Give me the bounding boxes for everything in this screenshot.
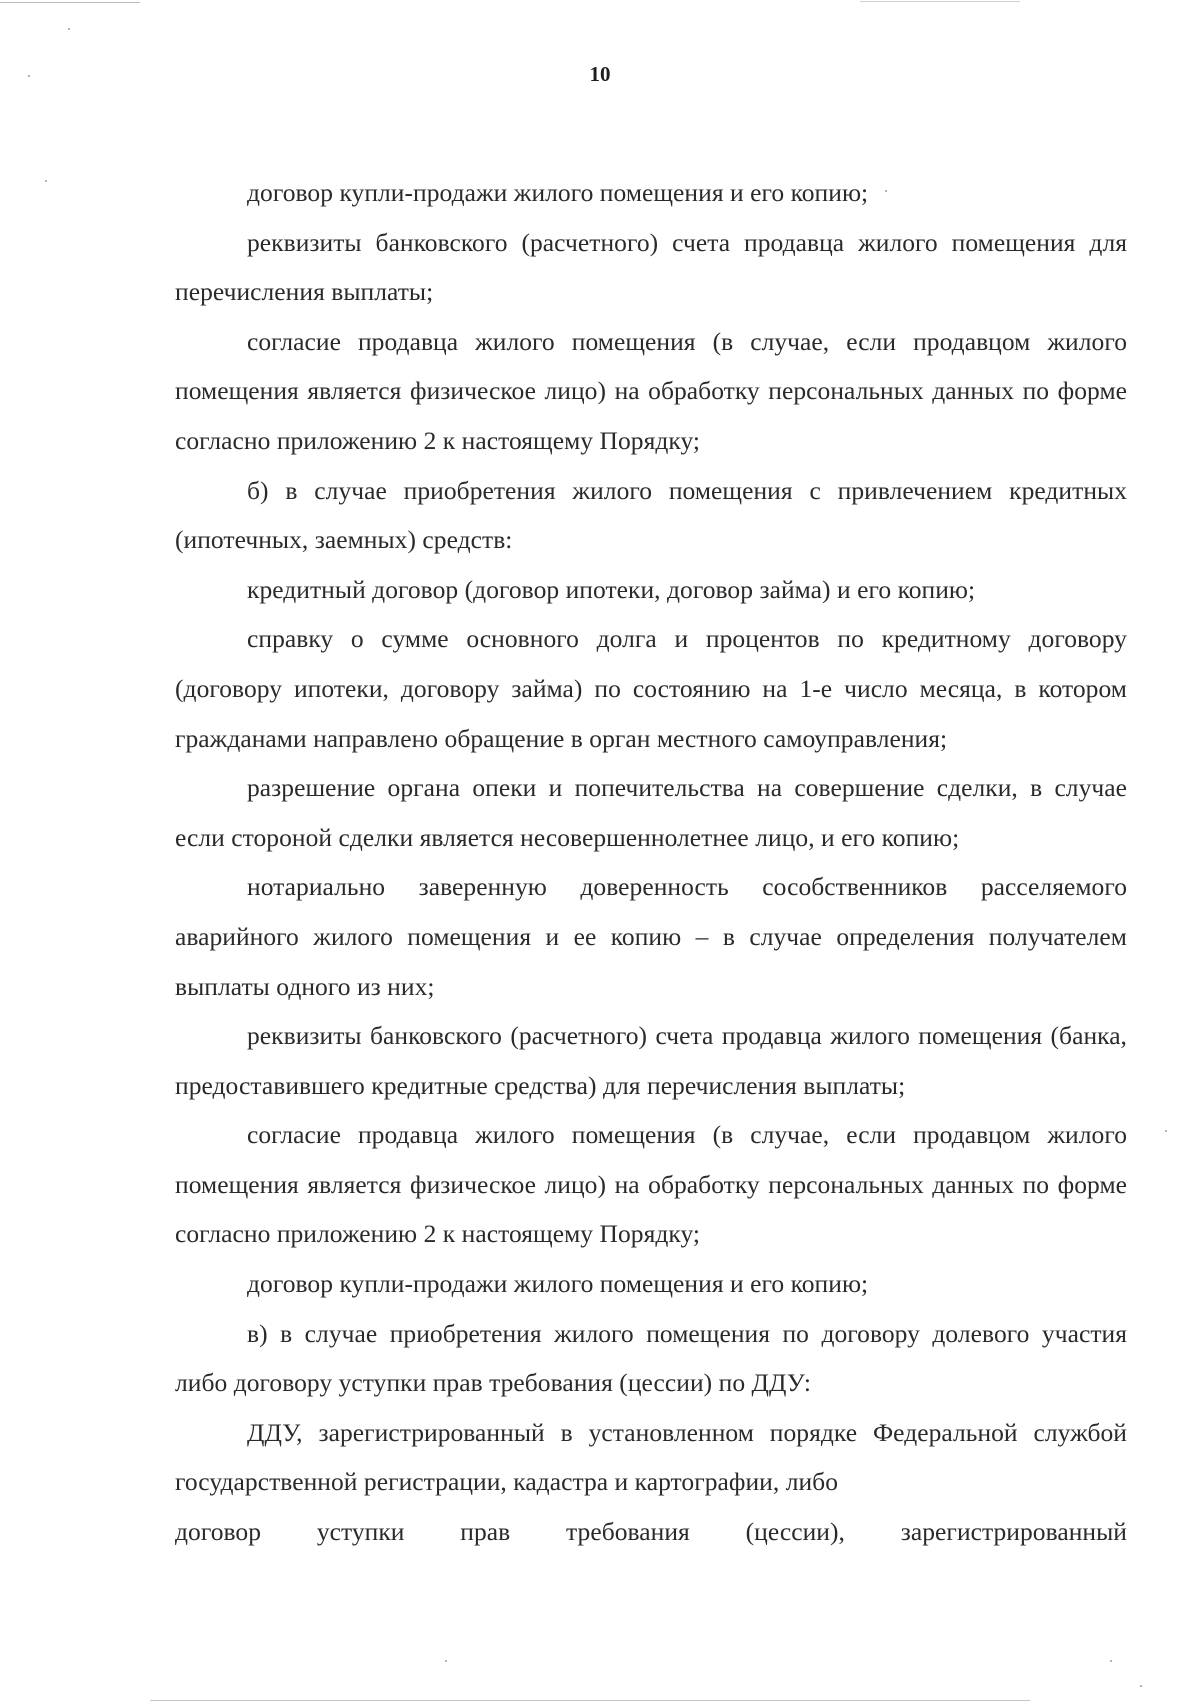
scan-artifact-top [0, 2, 140, 3]
scan-speck [1140, 1685, 1142, 1687]
page-number: 10 [589, 62, 611, 86]
scan-artifact-bottom [150, 1700, 1030, 1701]
paragraph-continued: договор уступки прав требования (цессии), зарегистрированный [175, 1517, 1127, 1547]
paragraph: договор купли-продажи жилого помещения и его копию; [247, 178, 869, 207]
scan-speck [1165, 1130, 1167, 1132]
paragraph: реквизиты банковского (расчетного) счета продавца жилого помещения (банка, предоставившего кредитные средства) для перечисления выплаты; [175, 1021, 1127, 1100]
scan-speck [68, 28, 70, 30]
paragraph: в) в случае приобретения жилого помещения по договору долевого участия либо договору уступки прав требования (цессии) по ДДУ: [175, 1318, 1127, 1398]
scan-speck [1110, 1660, 1112, 1662]
paragraph: согласие продавца жилого помещения (в случае, если продавцом жилого помещения является физическое лицо) на обработку персональных данных по форме согласно приложению 2 к настоящему Порядку; [175, 326, 1127, 455]
paragraph: нотариально заверенную доверенность сособственников расселяемого аварийного жилого помещения и ее копию – в случае определения получателем выплаты одного из них; [175, 872, 1127, 1001]
paragraph: реквизиты банковского (расчетного) счета продавца жилого помещения для перечисления выплаты; [175, 227, 1127, 307]
paragraph: ДДУ, зарегистрированный в установленном порядке Федеральной службой государственной регистрации, кадастра и картографии, либо [175, 1417, 1127, 1497]
paragraph: разрешение органа опеки и попечительства на совершение сделки, в случае если стороной сделки является несовершеннолетнее лицо, и его копию; [175, 773, 1127, 852]
paragraph: справку о сумме основного долга и процентов по кредитному договору (договору ипотеки, договору займа) по состоянию на 1-е число месяца, в котором гражданами направлено обращение в орган местного самоуправления; [175, 624, 1127, 753]
paragraph: кредитный договор (договор ипотеки, договор займа) и его копию; [247, 574, 976, 604]
scan-speck [45, 180, 47, 182]
paragraph: договор купли-продажи жилого помещения и его копию; [247, 1269, 869, 1299]
paragraph: согласие продавца жилого помещения (в случае, если продавцом жилого помещения является физическое лицо) на обработку персональных данных по форме согласно приложению 2 к настоящему Порядку; [175, 1120, 1127, 1249]
scan-speck [445, 1660, 447, 1662]
paragraph: б) в случае приобретения жилого помещения с привлечением кредитных (ипотечных, заемных) средств: [175, 475, 1127, 555]
scan-artifact-top-right [860, 1, 1020, 2]
document-body [175, 168, 1127, 1557]
